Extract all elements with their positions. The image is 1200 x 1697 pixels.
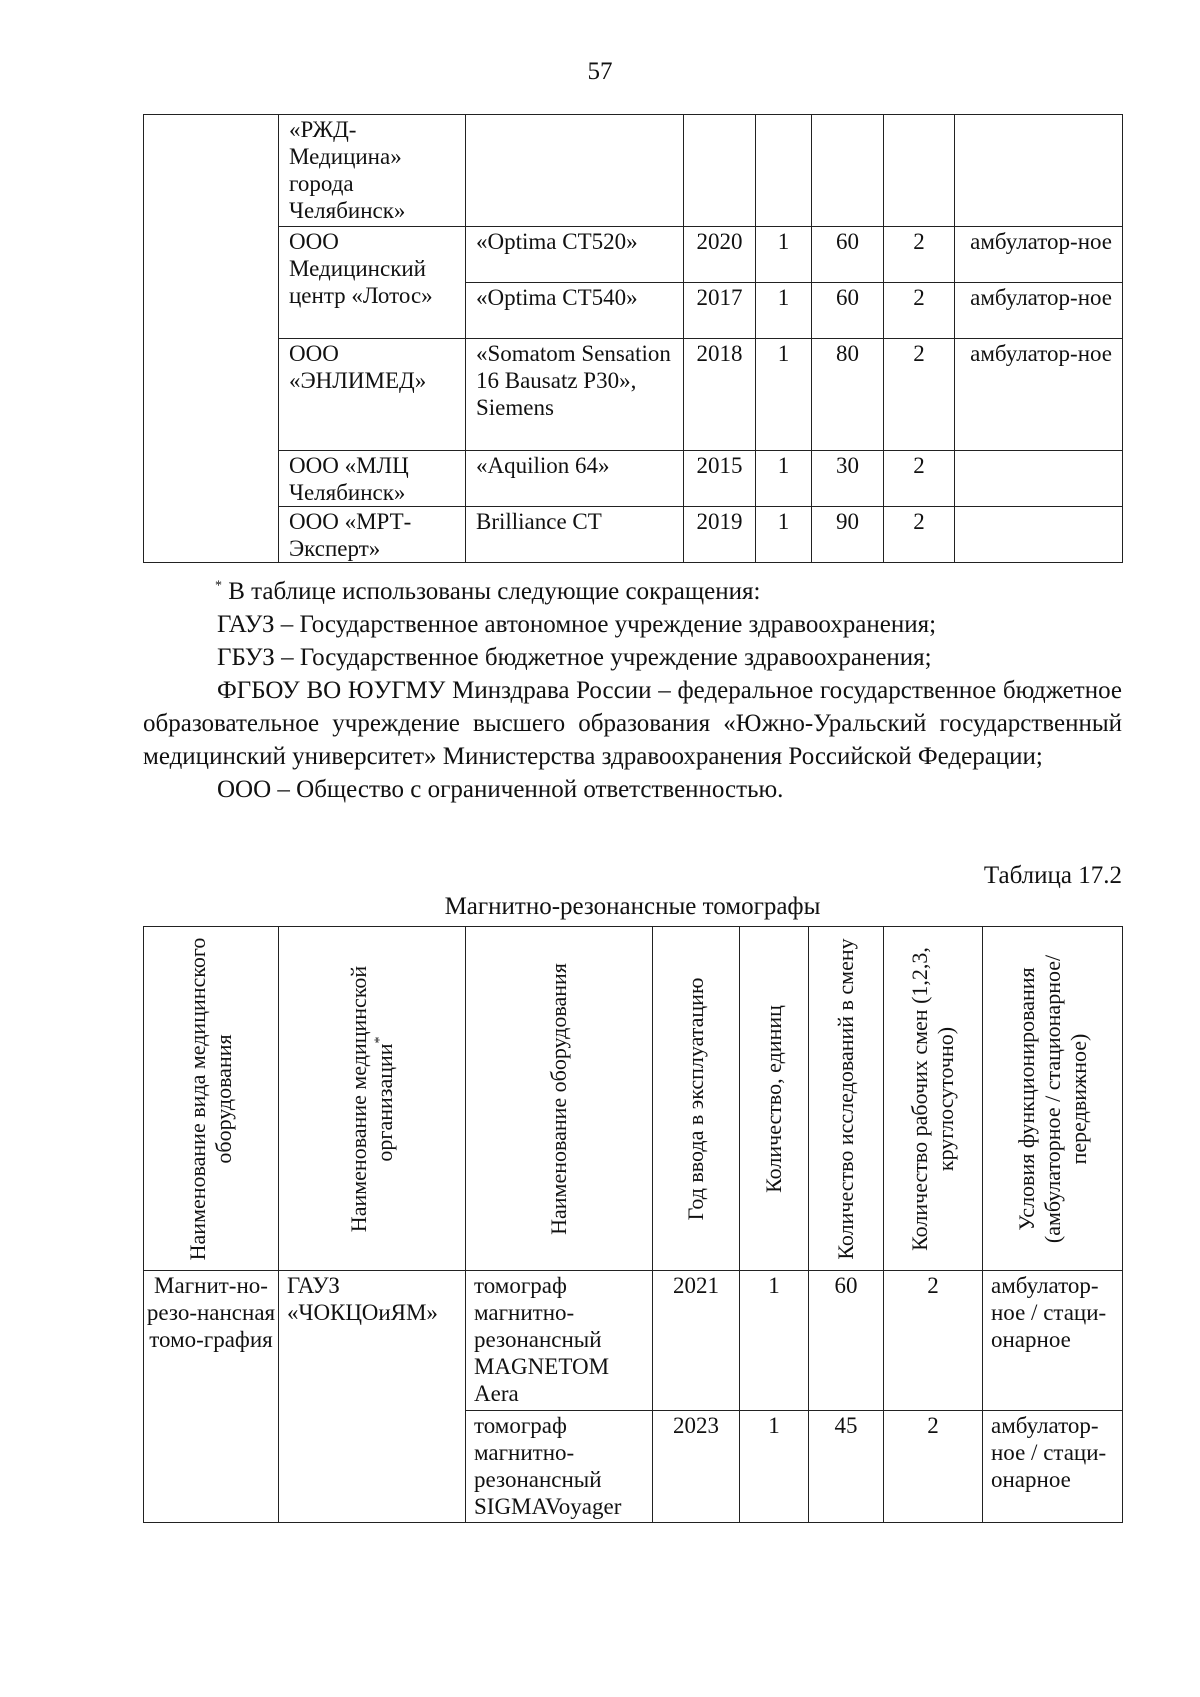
conditions-cell xyxy=(955,115,1123,227)
header-qty: Количество, единиц xyxy=(740,927,809,1271)
notes-intro xyxy=(143,575,1122,608)
table-row xyxy=(144,227,1123,283)
header-conditions: Условия функционирования (амбулаторное / стационарное/ передвижное) xyxy=(983,927,1123,1271)
studies-cell xyxy=(812,115,884,227)
qty-cell: 1 xyxy=(756,507,812,563)
year-cell: 2019 xyxy=(684,507,756,563)
studies-cell: 60 xyxy=(812,227,884,283)
conditions-cell xyxy=(955,451,1123,507)
equipment-cell: «Somatom Sensation 16 Bausatz P30», Siemens xyxy=(466,339,684,451)
qty-cell: 1 xyxy=(740,1411,809,1523)
header-year: Год ввода в эксплуатацию xyxy=(653,927,740,1271)
mri-equipment-table xyxy=(143,926,1123,1523)
equipment-cell: Brilliance CT xyxy=(466,507,684,563)
header-studies: Количество исследований в смену xyxy=(809,927,884,1271)
year-cell: 2021 xyxy=(653,1271,740,1411)
qty-cell: 1 xyxy=(756,283,812,339)
header-shifts: Количество рабочих смен (1,2,3, круглосуточно) xyxy=(884,927,983,1271)
note-item: ООО – Общество с ограниченной ответственностью. xyxy=(217,776,784,803)
notes-intro-text: В таблице использованы следующие сокращения: xyxy=(222,578,761,605)
equipment-cell: томограф магнитно-резонансный SIGMAVoyager xyxy=(466,1411,653,1523)
footnote-marker: * xyxy=(215,578,222,594)
shifts-cell: 2 xyxy=(884,1411,983,1523)
shifts-cell: 2 xyxy=(884,507,955,563)
conditions-cell: амбулатор-ное xyxy=(955,283,1123,339)
studies-cell: 60 xyxy=(812,283,884,339)
abbreviations-notes xyxy=(143,575,1122,806)
ct-equipment-table-continuation xyxy=(143,114,1123,563)
table-row xyxy=(144,451,1123,507)
header-org-marker: * xyxy=(372,1035,388,1043)
org-cell: ГАУЗ «ЧОКЦОиЯМ» xyxy=(279,1271,466,1523)
shifts-cell: 2 xyxy=(884,1271,983,1411)
table-row xyxy=(144,115,1123,227)
conditions-cell: амбулатор-ное / стаци-онарное xyxy=(983,1411,1123,1523)
header-org xyxy=(279,927,466,1271)
table-row xyxy=(144,507,1123,563)
shifts-cell: 2 xyxy=(884,339,955,451)
table-row xyxy=(144,339,1123,451)
qty-cell: 1 xyxy=(756,227,812,283)
page-number: 57 xyxy=(587,58,613,85)
shifts-cell: 2 xyxy=(884,227,955,283)
conditions-cell xyxy=(955,507,1123,563)
studies-cell: 45 xyxy=(809,1411,884,1523)
note-item: ГБУЗ – Государственное бюджетное учреждение здравоохранения; xyxy=(217,644,932,671)
qty-cell: 1 xyxy=(756,451,812,507)
equipment-cell: «Aquilion 64» xyxy=(466,451,684,507)
conditions-cell: амбулатор-ное / стаци-онарное xyxy=(983,1271,1123,1411)
year-cell xyxy=(684,115,756,227)
org-cell: ООО «МЛЦ Челябинск» xyxy=(279,451,466,507)
header-org-text: Наименование медицинской организации xyxy=(346,965,397,1232)
table-title: Магнитно-резонансные томографы xyxy=(444,893,821,920)
year-cell: 2015 xyxy=(684,451,756,507)
org-cell: «РЖД-Медицина» города Челябинск» xyxy=(279,115,466,227)
year-cell: 2020 xyxy=(684,227,756,283)
year-cell: 2023 xyxy=(653,1411,740,1523)
table-header-row xyxy=(144,927,1123,1271)
equipment-cell: «Optima CT540» xyxy=(466,283,684,339)
equipment-cell: томограф магнитно-резонансный MAGNETOM Aera xyxy=(466,1271,653,1411)
studies-cell: 30 xyxy=(812,451,884,507)
table-number-label: Таблица 17.2 xyxy=(983,862,1122,889)
kind-cell xyxy=(144,115,279,563)
conditions-cell: амбулатор-ное xyxy=(955,227,1123,283)
year-cell: 2017 xyxy=(684,283,756,339)
kind-cell: Магнит-но-резо-нансная томо-графия xyxy=(144,1271,279,1523)
studies-cell: 80 xyxy=(812,339,884,451)
note-item: ФГБОУ ВО ЮУГМУ Минздрава России – федеральное государственное бюджетное образовательное учреждение высшего образования «Южно-Уральский государственный медицинский университет» Министерства здравоохранения Российской Федерации; xyxy=(143,677,1122,770)
org-cell: ООО «МРТ-Эксперт» xyxy=(279,507,466,563)
studies-cell: 60 xyxy=(809,1271,884,1411)
org-cell: ООО «ЭНЛИМЕД» xyxy=(279,339,466,451)
shifts-cell: 2 xyxy=(884,283,955,339)
shifts-cell: 2 xyxy=(884,451,955,507)
header-kind: Наименование вида медицинского оборудования xyxy=(144,927,279,1271)
studies-cell: 90 xyxy=(812,507,884,563)
org-cell: ООО Медицинский центр «Лотос» xyxy=(279,227,466,339)
note-item: ГАУЗ – Государственное автономное учреждение здравоохранения; xyxy=(217,611,937,638)
table-row xyxy=(144,1271,1123,1411)
equipment-cell xyxy=(466,115,684,227)
qty-cell: 1 xyxy=(740,1271,809,1411)
conditions-cell: амбулатор-ное xyxy=(955,339,1123,451)
year-cell: 2018 xyxy=(684,339,756,451)
qty-cell xyxy=(756,115,812,227)
shifts-cell xyxy=(884,115,955,227)
equipment-cell: «Optima CT520» xyxy=(466,227,684,283)
qty-cell: 1 xyxy=(756,339,812,451)
header-equipment: Наименование оборудования xyxy=(466,927,653,1271)
